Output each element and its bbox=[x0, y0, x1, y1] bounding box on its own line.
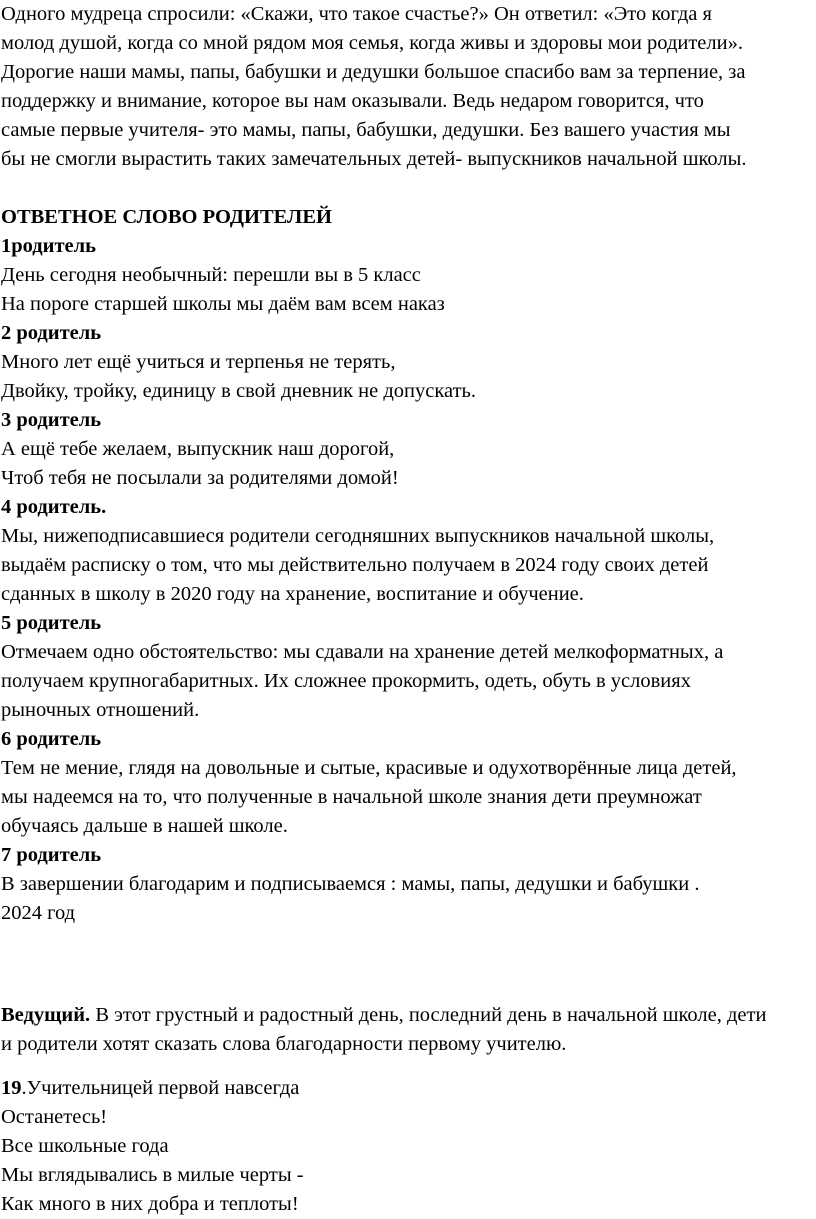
poem-line: Как много в них добра и теплоты! bbox=[1, 1193, 299, 1215]
host-label: Ведущий. bbox=[1, 1004, 91, 1026]
parent-text-line: выдаём расписку о том, что мы действительно получаем в 2024 году своих детей bbox=[1, 554, 709, 576]
poem-number: 19 bbox=[1, 1077, 22, 1099]
parent-text-line: День сегодня необычный: перешли вы в 5 класс bbox=[1, 264, 421, 286]
parent-text-line: Двойку, тройку, единицу в свой дневник не допускать. bbox=[1, 380, 477, 402]
parent-label: 5 родитель bbox=[1, 612, 102, 634]
parent-label: 7 родитель bbox=[1, 844, 102, 866]
poem-line: Останетесь! bbox=[1, 1106, 108, 1128]
parent-text-line: А ещё тебе желаем, выпускник наш дорогой, bbox=[1, 438, 395, 460]
parent-label: 3 родитель bbox=[1, 409, 102, 431]
parent-text-line: рыночных отношений. bbox=[1, 699, 200, 721]
spacer bbox=[1, 1059, 816, 1074]
poem-line: Все школьные года bbox=[1, 1135, 169, 1157]
parent-text-line: мы надеемся на то, что полученные в начальной школе знания дети преумножат bbox=[1, 786, 702, 808]
section-heading: ОТВЕТНОЕ СЛОВО РОДИТЕЛЕЙ bbox=[1, 206, 332, 228]
parent-text-line: Мы, нижеподписавшиеся родители сегодняшних выпускников начальной школы, bbox=[1, 525, 715, 547]
parent-label: 2 родитель bbox=[1, 322, 102, 344]
parent-text-line: Много лет ещё учиться и терпенья не терять, bbox=[1, 351, 396, 373]
intro-line: Одного мудреца спросили: «Скажи, что такое счастье?» Он ответил: «Это когда я bbox=[1, 3, 712, 25]
intro-line: самые первые учителя- это мамы, папы, бабушки, дедушки. Без вашего участия мы bbox=[1, 119, 731, 141]
parent-text-line: На пороге старшей школы мы даём вам всем наказ bbox=[1, 293, 445, 315]
spacer bbox=[1, 174, 816, 203]
spacer bbox=[1, 986, 816, 1001]
intro-line: поддержку и внимание, которое вы нам оказывали. Ведь недаром говорится, что bbox=[1, 90, 704, 112]
spacer bbox=[1, 928, 816, 986]
parent-text-line: Отмечаем одно обстоятельство: мы сдавали на хранение детей мелкоформатных, а bbox=[1, 641, 724, 663]
parent-text-line: 2024 год bbox=[1, 902, 76, 924]
poem-block bbox=[1, 1074, 816, 1219]
intro-line: Дорогие наши мамы, папы, бабушки и дедушки большое спасибо вам за терпение, за bbox=[1, 61, 746, 83]
host-line bbox=[1, 1001, 816, 1030]
intro-line: молод душой, когда со мной рядом моя семья, когда живы и здоровы мои родители». bbox=[1, 32, 743, 54]
parent-text-line: получаем крупногабаритных. Их сложнее прокормить, одеть, обуть в условиях bbox=[1, 670, 691, 692]
response-section bbox=[1, 203, 816, 928]
poem-line: Мы вглядывались в милые черты - bbox=[1, 1164, 304, 1186]
intro-paragraph bbox=[1, 0, 816, 174]
parent-text-line: сданных в школу в 2020 году на хранение, воспитание и обучение. bbox=[1, 583, 584, 605]
parent-text-line: В завершении благодарим и подписываемся : мамы, папы, дедушки и бабушки . bbox=[1, 873, 700, 895]
parent-label: 6 родитель bbox=[1, 728, 102, 750]
parent-label: 1родитель bbox=[1, 235, 97, 257]
host-text: В этот грустный и радостный день, последний день в начальной школе, дети bbox=[90, 1004, 767, 1026]
parent-text-line: Тем не мение, глядя на довольные и сытые, красивые и одухотворённые лица детей, bbox=[1, 757, 737, 779]
parent-text-line: Чтоб тебя не посылали за родителями домой! bbox=[1, 467, 399, 489]
host-paragraph bbox=[1, 1001, 816, 1059]
host-line: и родители хотят сказать слова благодарности первому учителю. bbox=[1, 1033, 567, 1055]
intro-line: бы не смогли вырастить таких замечательных детей- выпускников начальной школы. bbox=[1, 148, 747, 170]
poem-first-line bbox=[1, 1074, 816, 1103]
poem-text: .Учительницей первой навсегда bbox=[21, 1077, 300, 1099]
parent-text-line: обучаясь дальше в нашей школе. bbox=[1, 815, 288, 837]
parent-label: 4 родитель. bbox=[1, 496, 107, 518]
